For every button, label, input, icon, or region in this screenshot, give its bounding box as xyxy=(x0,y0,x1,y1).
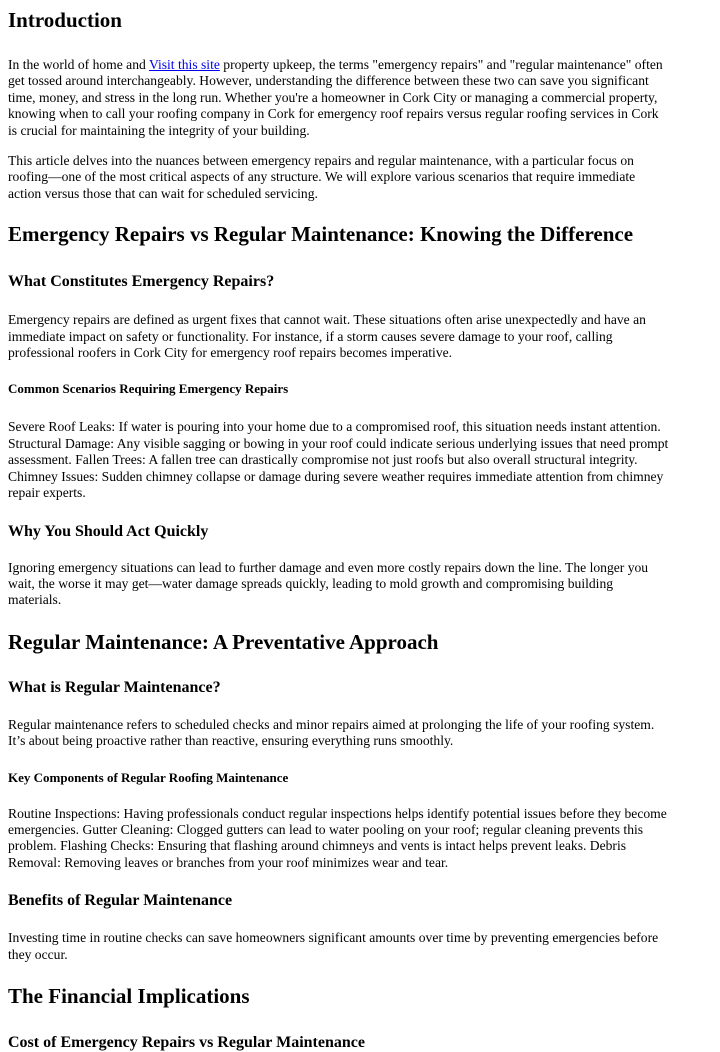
act-quickly-paragraph xyxy=(8,560,720,609)
paragraph-line: professional roofers in Cork City for emergency roof repairs becomes imperative. xyxy=(8,345,453,361)
paragraph-line: immediate impact on safety or functionality. For instance, if a storm causes severe damage to your roof, calling xyxy=(8,328,613,344)
paragraph-line: repair experts. xyxy=(8,485,86,501)
paragraph-line: materials. xyxy=(8,592,62,608)
paragraph-line: Structural Damage: Any visible sagging or bowing in your roof could indicate serious underlying issues that need prompt xyxy=(8,435,669,451)
regular-definition-paragraph xyxy=(8,717,720,750)
paragraph-line: Ignoring emergency situations can lead to further damage and even more costly repairs down the line. The longer you xyxy=(8,559,649,575)
text-run: In the world of home and xyxy=(8,57,149,72)
visit-site-link[interactable]: Visit this site xyxy=(148,57,220,72)
paragraph-line: Removal: Removing leaves or branches from your roof minimizes wear and tear. xyxy=(8,854,449,870)
intro-heading: Introduction xyxy=(8,8,122,32)
paragraph-line: roofing—one of the most critical aspects of any structure. We will explore various scenarios that require immediate xyxy=(8,169,636,185)
scenarios-paragraph xyxy=(8,419,720,501)
paragraph-line: action versus those that can wait for scheduled servicing. xyxy=(8,185,318,201)
paragraph-line: wait, the worse it may get—water damage spreads quickly, leading to mold growth and compromising building xyxy=(8,575,614,591)
paragraph-line: Emergency repairs are defined as urgent fixes that cannot wait. These situations often arise unexpectedly and have an xyxy=(8,312,646,328)
text-run: property upkeep, the terms "emergency repairs" and "regular maintenance" often xyxy=(219,57,663,72)
paragraph-line: time, money, and stress in the long run. Whether you're a homeowner in Cork City or managing a commercial property, xyxy=(8,89,658,105)
paragraph-line xyxy=(8,57,720,73)
paragraph-line: Investing time in routine checks can save homeowners significant amounts over time by preventing emergencies before xyxy=(8,930,659,946)
paragraph-line: Severe Roof Leaks: If water is pouring into your home due to a compromised roof, this situation needs instant attention. xyxy=(8,419,661,435)
paragraph-line: It’s about being proactive rather than reactive, ensuring everything runs smoothly. xyxy=(8,733,454,749)
section-heading-financial: The Financial Implications xyxy=(8,983,250,1008)
paragraph-line: Chimney Issues: Sudden chimney collapse or damage during severe weather requires immediate attention from chimney xyxy=(8,468,664,484)
paragraph-line: assessment. Fallen Trees: A fallen tree can drastically compromise not just roofs but also overall structural integrity. xyxy=(8,452,638,468)
emergency-definition-paragraph xyxy=(8,312,720,361)
subheading-what-constitutes-emergency: What Constitutes Emergency Repairs? xyxy=(8,273,275,291)
paragraph-line: problem. Flashing Checks: Ensuring that flashing around chimneys and vents is intact helps prevent leaks. Debris xyxy=(8,838,627,854)
paragraph-line: This article delves into the nuances between emergency repairs and regular maintenance, with a particular focus on xyxy=(8,153,634,169)
paragraph-line: Regular maintenance refers to scheduled checks and minor repairs aimed at prolonging the life of your roofing system. xyxy=(8,716,655,732)
paragraph-line: get tossed around interchangeably. However, understanding the difference between these two can save you significant xyxy=(8,73,649,89)
subheading-what-is-regular: What is Regular Maintenance? xyxy=(8,678,221,696)
paragraph-line: they occur. xyxy=(8,946,68,962)
subheading-key-components: Key Components of Regular Roofing Maintenance xyxy=(8,769,289,785)
paragraph-line: knowing when to call your roofing company in Cork for emergency roof repairs versus regular roofing services in Cork xyxy=(8,106,659,122)
section-heading-emergency-vs-regular: Emergency Repairs vs Regular Maintenance: Knowing the Difference xyxy=(8,222,634,247)
subheading-benefits: Benefits of Regular Maintenance xyxy=(8,892,233,910)
subheading-cost-comparison: Cost of Emergency Repairs vs Regular Maintenance xyxy=(8,1033,365,1051)
subheading-act-quickly: Why You Should Act Quickly xyxy=(8,522,209,540)
intro-paragraph-1 xyxy=(8,57,720,139)
section-heading-regular-maintenance: Regular Maintenance: A Preventative Approach xyxy=(8,629,439,654)
subheading-common-scenarios: Common Scenarios Requiring Emergency Repairs xyxy=(8,381,289,397)
paragraph-line: is crucial for maintaining the integrity of your building. xyxy=(8,122,310,138)
paragraph-line: Routine Inspections: Having professionals conduct regular inspections helps identify potential issues before they become xyxy=(8,805,667,821)
intro-paragraph-2 xyxy=(8,153,720,202)
paragraph-line: emergencies. Gutter Cleaning: Clogged gutters can lead to water pooling on your roof; regular cleaning prevents this xyxy=(8,821,644,837)
benefits-paragraph xyxy=(8,930,720,963)
key-components-paragraph xyxy=(8,806,720,872)
